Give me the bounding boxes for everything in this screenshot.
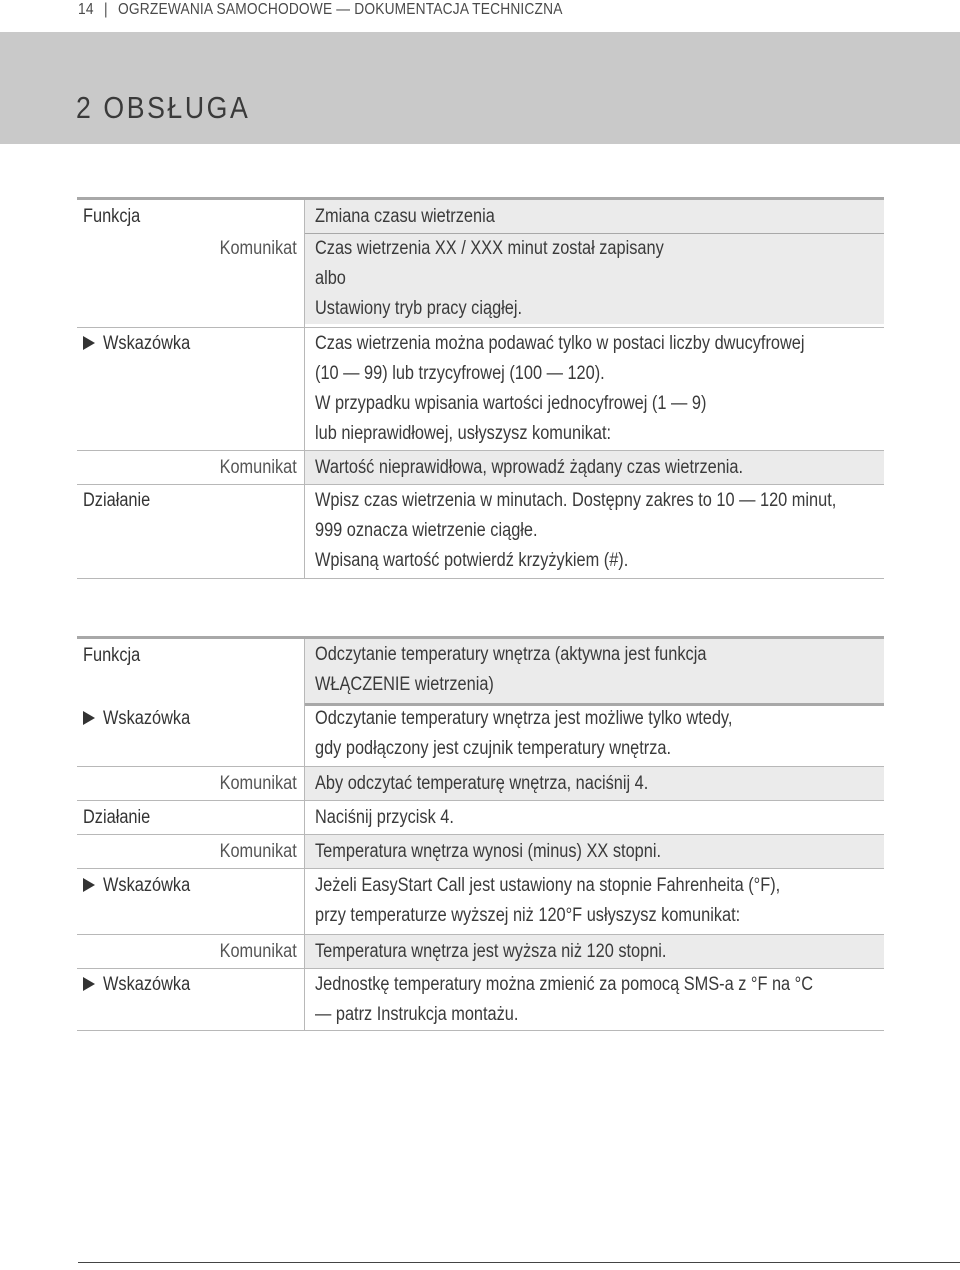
table-row-function <box>77 636 884 705</box>
row-label-message: Komunikat <box>219 773 297 794</box>
table-row-function <box>77 197 884 233</box>
table-row-hint <box>77 704 884 766</box>
row-label-action: Działanie <box>83 807 151 828</box>
function-title: Odczytanie temperatury wnętrza (aktywna jest funkcja WŁĄCZENIE wietrzenia) <box>305 639 884 706</box>
message-text: Temperatura wnętrza wynosi (minus) XX stopni. <box>305 835 884 868</box>
running-title: OGRZEWANIA SAMOCHODOWE — DOKUMENTACJA TECHNICZNA <box>118 1 563 18</box>
table-row-message <box>77 234 884 324</box>
row-label-function: Funkcja <box>83 645 141 666</box>
action-text: Naciśnij przycisk 4. <box>315 807 454 828</box>
row-label-message: Komunikat <box>219 941 297 962</box>
message-text: Wartość nieprawidłowa, wprowadź żądany czas wietrzenia. <box>305 451 884 484</box>
hint-text: Jeżeli EasyStart Call jest ustawiony na stopnie Fahrenheita (°F), przy temperaturze wyższej niż 120°F usłyszysz komunikat: <box>315 875 781 926</box>
running-header <box>78 0 563 20</box>
function-title: Zmiana czasu wietrzenia <box>305 200 884 236</box>
arrow-right-icon <box>83 878 95 892</box>
table-row-message <box>77 450 884 484</box>
message-text: Temperatura wnętrza jest wyższa niż 120 stopni. <box>305 935 884 968</box>
table-row-hint <box>77 327 884 450</box>
row-label-action: Działanie <box>83 490 151 511</box>
chapter-band <box>0 32 960 144</box>
action-text: Wpisz czas wietrzenia w minutach. Dostępny zakres to 10 — 120 minut, 999 oznacza wietrzenie ciągłe. Wpisaną wartość potwierdź krzyżykiem (#). <box>315 490 837 571</box>
arrow-right-icon <box>83 336 95 350</box>
row-label-message: Komunikat <box>219 457 297 478</box>
chapter-title: 2 OBSŁUGA <box>76 90 251 125</box>
table-row-hint <box>77 868 884 935</box>
message-text: Aby odczytać temperaturę wnętrza, naciśnij 4. <box>305 767 884 800</box>
arrow-right-icon <box>83 711 95 725</box>
table-row-message <box>77 766 884 800</box>
table-row-message <box>77 934 884 968</box>
row-label-function: Funkcja <box>83 206 141 227</box>
row-label-hint: Wskazówka <box>83 704 204 734</box>
arrow-right-icon <box>83 977 95 991</box>
table-interior-temperature <box>77 636 884 1031</box>
row-label-hint: Wskazówka <box>83 329 204 359</box>
table-airing-time <box>77 197 884 579</box>
hint-text: Odczytanie temperatury wnętrza jest możliwe tylko wtedy, gdy podłączony jest czujnik temperatury wnętrza. <box>315 708 733 759</box>
table-row-message <box>77 834 884 868</box>
table-row-action <box>77 800 884 834</box>
row-label-message: Komunikat <box>219 841 297 862</box>
message-text: Czas wietrzenia XX / XXX minut został zapisany albo Ustawiony tryb pracy ciągłej. <box>305 234 884 324</box>
row-label-hint: Wskazówka <box>83 871 204 901</box>
page-number: 14 <box>78 1 94 18</box>
hint-text: Czas wietrzenia można podawać tylko w postaci liczby dwucyfrowej (10 — 99) lub trzycyfrowej (100 — 120). W przypadku wpisania wartości jednocyfrowej (1 — 9) lub nieprawidłowej, usłyszysz komunikat: <box>315 333 805 444</box>
hint-text: Jednostkę temperatury można zmienić za pomocą SMS-a z °F na °C — patrz Instrukcja montażu. <box>315 974 814 1025</box>
header-separator: | <box>103 1 108 18</box>
table-row-hint <box>77 968 884 1031</box>
footer-rule <box>78 1262 960 1263</box>
row-label-message: Komunikat <box>219 238 297 259</box>
table-row-action <box>77 484 884 579</box>
row-label-hint: Wskazówka <box>83 970 204 1000</box>
